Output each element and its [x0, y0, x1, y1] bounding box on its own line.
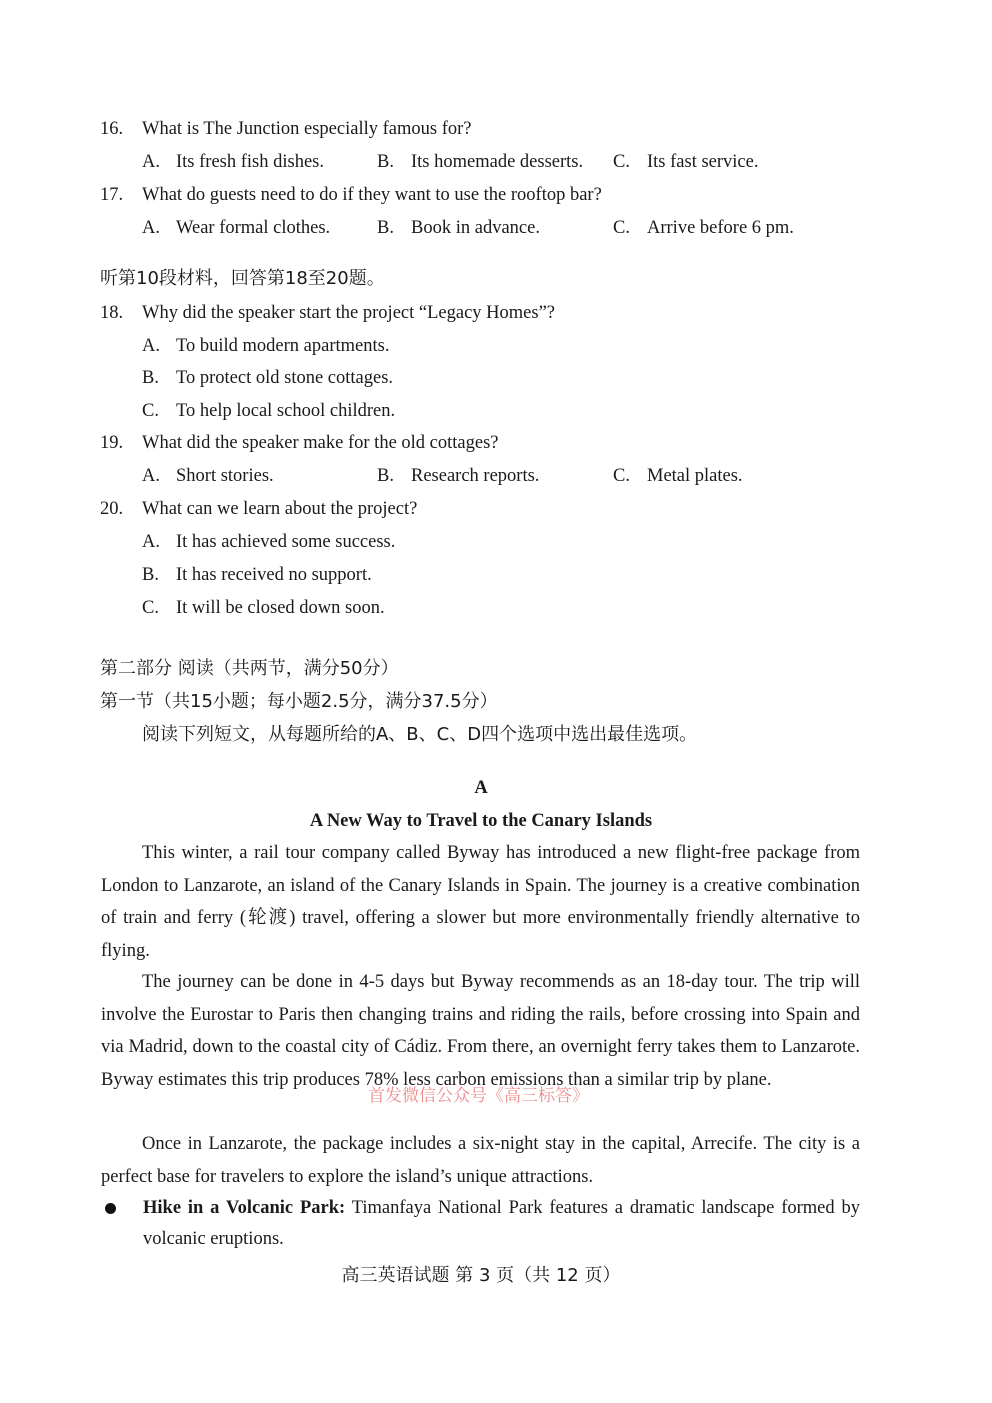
option-16a: A. Its fresh fish dishes. [142, 152, 324, 172]
question-text: Why did the speaker start the project “Legacy Homes”? [142, 303, 555, 323]
question-text: What did the speaker make for the old cottages? [142, 433, 499, 453]
question-text: What do guests need to do if they want to use the rooftop bar? [142, 185, 602, 205]
option-16b: B. Its homemade desserts. [377, 152, 584, 172]
option-20a: A. It has achieved some success. [142, 532, 396, 552]
option-17b: B. Book in advance. [377, 218, 540, 238]
passage-paragraph-3: Once in Lanzarote, the package includes a six-night stay in the capital, Arrecife. The city is a perfect base for travelers to explore the island’s unique attractions. [101, 1134, 860, 1187]
question-18 [100, 300, 555, 326]
option-16c: C. Its fast service. [613, 152, 759, 172]
section-heading: 第一节（共15小题；每小题2.5分，满分37.5分） [100, 691, 498, 712]
option-19a: A. Short stories. [142, 466, 274, 486]
passage-paragraph-2: The journey can be done in 4-5 days but Byway recommends as an 18-day tour. The trip will involve the Eurostar to Paris then changing trains and riding the rails, before crossing into Spain and via Madrid, down to the coastal city of Cádiz. From there, an overnight ferry takes them to Lanzarote. Byway estimates this trip produces 78% less carbon emissions than a similar trip by plane. [101, 972, 860, 1090]
question-20 [100, 496, 417, 522]
question-19 [100, 430, 499, 456]
bullet-title: Hike in a Volcanic Park: [143, 1198, 346, 1218]
passage-title: A New Way to Travel to the Canary Islands [309, 811, 653, 831]
question-number: 19. [100, 433, 124, 453]
option-17a: A. Wear formal clothes. [142, 218, 331, 238]
watermark: 首发微信公众号《高三标答》 [368, 1086, 589, 1106]
passage-paragraph-1: This winter, a rail tour company called Byway has introduced a new flight-free package from London to Lanzarote, an island of the Canary Islands in Spain. The journey is a creative combination of train and ferry (轮渡) travel, offering a slower but more environmentally friendly alternative to flying. [101, 843, 860, 961]
question-17 [100, 182, 602, 208]
question-number: 17. [100, 185, 124, 205]
bullet-item-volcanic-park [143, 1193, 860, 1255]
option-19b: B. Research reports. [377, 466, 540, 486]
option-18b: B. To protect old stone cottages. [142, 368, 394, 388]
part-heading: 第二部分 阅读（共两节，满分50分） [100, 658, 399, 679]
reading-instruction: 阅读下列短文，从每题所给的A、B、C、D四个选项中选出最佳选项。 [142, 724, 698, 745]
option-20b: B. It has received no support. [142, 565, 372, 585]
bullet-text: Timanfaya National Park features a dramatic landscape formed by volcanic eruptions. [143, 1198, 860, 1249]
question-text: What is The Junction especially famous for? [142, 119, 472, 139]
bullet-icon [105, 1203, 116, 1214]
option-17c: C. Arrive before 6 pm. [613, 218, 794, 238]
page-footer: 高三英语试题 第 3 页（共 12 页） [341, 1265, 621, 1286]
question-number: 18. [100, 303, 124, 323]
question-number: 20. [100, 499, 124, 519]
option-18c: C. To help local school children. [142, 401, 396, 421]
option-19c: C. Metal plates. [613, 466, 743, 486]
question-16 [100, 116, 471, 142]
question-number: 16. [100, 119, 124, 139]
passage-letter: A [474, 778, 488, 798]
question-text: What can we learn about the project? [142, 499, 418, 519]
section-instruction: 听第10段材料，回答第18至20题。 [100, 268, 385, 289]
option-18a: A. To build modern apartments. [142, 336, 390, 356]
option-20c: C. It will be closed down soon. [142, 598, 385, 618]
